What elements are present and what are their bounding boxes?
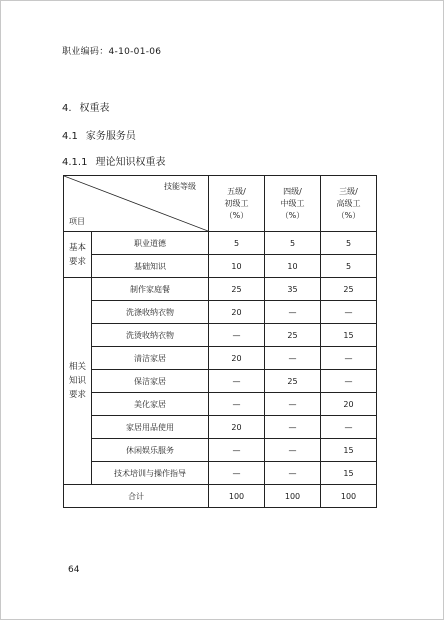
- weight-value: 25: [321, 278, 377, 301]
- weight-value: 5: [321, 255, 377, 278]
- table-header-diagonal-cell: [64, 176, 209, 232]
- weight-value: —: [321, 416, 377, 439]
- weight-value: —: [265, 439, 321, 462]
- weight-value: 20: [209, 416, 265, 439]
- weight-table: [63, 175, 377, 508]
- table-row: [64, 393, 377, 416]
- header-skill-level: 技能等级: [164, 182, 196, 191]
- weight-value: —: [321, 370, 377, 393]
- item-name: 洗烫收纳衣物: [92, 324, 209, 347]
- item-name: 美化家居: [92, 393, 209, 416]
- weight-value: 15: [321, 439, 377, 462]
- header-item: 项目: [69, 217, 85, 226]
- weight-value: —: [209, 324, 265, 347]
- item-name: 制作家庭餐: [92, 278, 209, 301]
- table-row: [64, 462, 377, 485]
- level-header-3: 三级/ 高级工 （%）: [321, 176, 377, 232]
- weight-value: —: [321, 301, 377, 324]
- page-number: 64: [68, 565, 80, 575]
- weight-value: 10: [209, 255, 265, 278]
- weight-value: —: [209, 370, 265, 393]
- item-name: 休闲娱乐服务: [92, 439, 209, 462]
- weight-value: —: [265, 462, 321, 485]
- weight-value: —: [209, 462, 265, 485]
- item-name: 职业道德: [92, 232, 209, 255]
- table-row: [64, 232, 377, 255]
- table-header-row: [64, 176, 377, 232]
- weight-value: 5: [265, 232, 321, 255]
- subsection-heading: [62, 127, 136, 142]
- section-number: 4.: [62, 103, 72, 114]
- section-heading: [62, 99, 110, 114]
- weight-value: 10: [265, 255, 321, 278]
- level-header-5: 五级/ 初级工 （%）: [209, 176, 265, 232]
- item-name: 技术培训与操作指导: [92, 462, 209, 485]
- weight-value: 25: [209, 278, 265, 301]
- table-row: [64, 278, 377, 301]
- weight-value: 15: [321, 462, 377, 485]
- item-name: 家居用品使用: [92, 416, 209, 439]
- table-row: [64, 301, 377, 324]
- table-row: [64, 439, 377, 462]
- weight-value: 5: [321, 232, 377, 255]
- total-row: [64, 485, 377, 508]
- occupation-code: 职业编码：4-10-01-06: [62, 47, 162, 57]
- item-name: 清洁家居: [92, 347, 209, 370]
- group-label-cell: [64, 232, 92, 278]
- level-header-4: 四级/ 中级工 （%）: [265, 176, 321, 232]
- group-label-line: 要求: [68, 390, 86, 400]
- group-label-line: 知识: [68, 376, 86, 386]
- weight-value: —: [265, 416, 321, 439]
- item-name: 保洁家居: [92, 370, 209, 393]
- total-label: 合计: [64, 485, 209, 508]
- weight-value: —: [265, 393, 321, 416]
- weight-value: —: [265, 301, 321, 324]
- subsubsection-number: 4.1.1: [62, 157, 88, 168]
- weight-value: 20: [209, 347, 265, 370]
- weight-value: 5: [209, 232, 265, 255]
- item-name: 基础知识: [92, 255, 209, 278]
- group-label-line: 基本: [68, 242, 86, 253]
- group-label-line: 相关: [68, 362, 86, 372]
- weight-value: —: [209, 439, 265, 462]
- table-row: [64, 370, 377, 393]
- weight-value: 15: [321, 324, 377, 347]
- subsection-number: 4.1: [62, 131, 78, 142]
- group-label-cell: [64, 278, 92, 485]
- table-row: [64, 347, 377, 370]
- subsubsection-title: 理论知识权重表: [95, 157, 166, 168]
- weight-value: —: [265, 347, 321, 370]
- item-name: 洗涤收纳衣物: [92, 301, 209, 324]
- section-title: 权重表: [79, 103, 110, 114]
- weight-value: 20: [321, 393, 377, 416]
- subsection-title: 家务服务员: [85, 131, 136, 142]
- weight-value: 25: [265, 324, 321, 347]
- total-value: 100: [321, 485, 377, 508]
- table-row: [64, 324, 377, 347]
- group-label-line: 要求: [68, 256, 86, 267]
- total-value: 100: [265, 485, 321, 508]
- table-row: [64, 255, 377, 278]
- subsubsection-heading: [62, 153, 165, 168]
- total-value: 100: [209, 485, 265, 508]
- weight-value: 35: [265, 278, 321, 301]
- weight-value: 20: [209, 301, 265, 324]
- weight-value: —: [321, 347, 377, 370]
- table-row: [64, 416, 377, 439]
- weight-value: —: [209, 393, 265, 416]
- weight-value: 25: [265, 370, 321, 393]
